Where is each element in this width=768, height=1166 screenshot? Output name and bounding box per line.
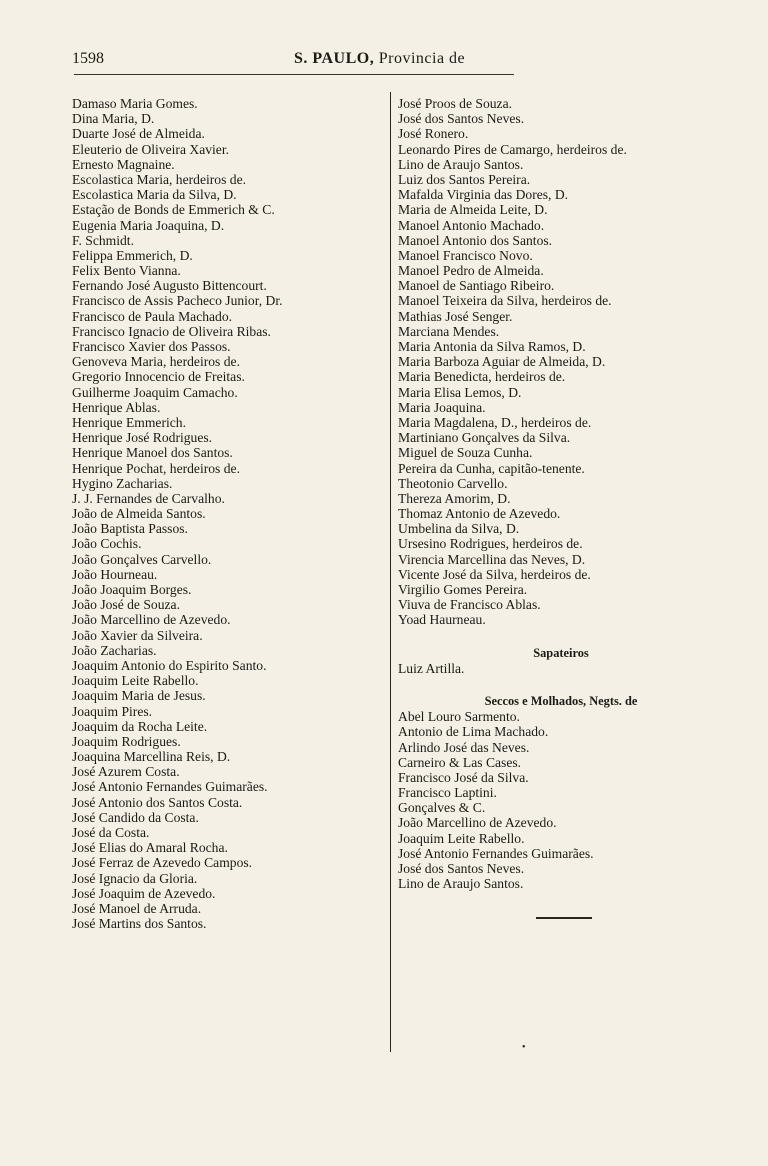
list-item: Joaquim Rodrigues.: [72, 733, 181, 749]
list-item: Mathias José Senger.: [398, 308, 513, 324]
list-item: Carneiro & Las Cases.: [398, 754, 522, 770]
list-item: José Joaquim de Azevedo.: [72, 885, 216, 901]
list-item: Felix Bento Vianna.: [72, 263, 181, 279]
list-item: Manoel Francisco Novo.: [398, 247, 533, 263]
list-item: Henrique Manoel dos Santos.: [72, 445, 233, 461]
list-item: Leonardo Pires de Camargo, herdeiros de.: [398, 141, 627, 157]
list-item: Estação de Bonds de Emmerich & C.: [72, 202, 275, 218]
list-item: Pereira da Cunha, capitão-tenente.: [398, 460, 585, 476]
left-column: [72, 96, 390, 931]
list-item: Abel Louro Sarmento.: [398, 709, 520, 725]
list-item: Marciana Mendes.: [398, 323, 500, 339]
list-item: Maria Antonia da Silva Ramos, D.: [398, 339, 586, 354]
list-item: Gregorio Innocencio de Freitas.: [72, 369, 245, 385]
section-end-rule: [536, 917, 592, 919]
list-item: Hygino Zacharias.: [72, 475, 173, 491]
list-item: Guilherme Joaquim Camacho.: [72, 384, 238, 400]
list-item: João Zacharias.: [72, 642, 157, 658]
list-item: Maria Barboza Aguiar de Almeida, D.: [398, 354, 606, 370]
list-item: Antonio de Lima Machado.: [398, 724, 549, 740]
page-title: [294, 50, 465, 68]
list-item: José dos Santos Neves.: [398, 111, 525, 127]
list-item: Virgilio Gomes Pereira.: [398, 582, 528, 597]
list-item: José Candido da Costa.: [72, 809, 199, 825]
list-item: Manoel Antonio dos Santos.: [398, 232, 553, 248]
list-item: José Martins dos Santos.: [72, 916, 207, 932]
list-item: João Marcellino de Azevedo.: [72, 612, 231, 628]
list-item: João Gonçalves Carvello.: [72, 551, 212, 567]
list-item: Joaquim da Rocha Leite.: [72, 718, 208, 734]
header-rule: [74, 74, 514, 75]
right-name-list: [398, 96, 718, 628]
list-item: Francisco de Paula Machado.: [72, 308, 233, 324]
list-item: Joaquim Pires.: [72, 703, 153, 719]
list-item: Maria Magdalena, D., herdeiros de.: [398, 414, 592, 430]
list-item: Duarte José de Almeida.: [72, 126, 205, 142]
list-item: Fernando José Augusto Bittencourt.: [72, 278, 267, 294]
list-item: Ursesino Rodrigues, herdeiros de.: [398, 536, 583, 552]
list-item: Felippa Emmerich, D.: [72, 247, 193, 263]
list-item: Francisco de Assis Pacheco Junior, Dr.: [72, 293, 283, 309]
list-item: João Cochis.: [72, 536, 142, 552]
city-name: S. PAULO,: [294, 50, 375, 67]
list-item: Genoveva Maria, herdeiros de.: [72, 354, 240, 370]
list-item: Lino de Araujo Santos.: [398, 876, 524, 892]
sapateiros-heading: Sapateiros: [533, 645, 589, 660]
list-item: Dina Maria, D.: [72, 111, 155, 127]
list-item: José Antonio Fernandes Guimarães.: [398, 845, 594, 861]
list-item: Mafalda Virginia das Dores, D.: [398, 187, 569, 203]
list-item: João Joaquim Borges.: [72, 582, 192, 597]
list-item: Joaquim Leite Rabello.: [72, 673, 199, 689]
list-item: Maria Benedicta, herdeiros de.: [398, 369, 566, 385]
list-item: Martiniano Gonçalves da Silva.: [398, 430, 571, 446]
list-item: José dos Santos Neves.: [398, 861, 525, 876]
list-item: José Ronero.: [398, 126, 469, 142]
list-item: Joaquim Maria de Jesus.: [72, 688, 206, 704]
list-item: Francisco Ignacio de Oliveira Ribas.: [72, 323, 271, 339]
sapateiros-list: [398, 661, 718, 676]
list-item: Miguel de Souza Cunha.: [398, 445, 533, 461]
list-item: Eleuterio de Oliveira Xavier.: [72, 141, 230, 157]
list-item: João Hourneau.: [72, 566, 158, 582]
list-item: Eugenia Maria Joaquina, D.: [72, 217, 225, 233]
list-item: José Antonio dos Santos Costa.: [72, 794, 243, 810]
list-item: José Elias do Amaral Rocha.: [72, 840, 228, 856]
list-item: J. J. Fernandes de Carvalho.: [72, 490, 225, 506]
list-item: Lino de Araujo Santos.: [398, 156, 524, 172]
list-item: Ernesto Magnaine.: [72, 156, 175, 172]
list-item: Henrique Ablas.: [72, 399, 161, 415]
list-item: José Proos de Souza.: [398, 96, 513, 111]
list-item: Umbelina da Silva, D.: [398, 521, 520, 537]
list-item: Joaquim Leite Rabello.: [398, 830, 525, 846]
list-item: Henrique Emmerich.: [72, 414, 186, 430]
list-item: Damaso Maria Gomes.: [72, 96, 198, 111]
list-item: Escolastica Maria, herdeiros de.: [72, 171, 247, 187]
list-item: Francisco José da Silva.: [398, 769, 529, 785]
list-item: João José de Souza.: [72, 597, 180, 613]
list-item: Joaquina Marcellina Reis, D.: [72, 749, 231, 765]
list-item: Arlindo José das Neves.: [398, 739, 530, 755]
list-item: Escolastica Maria da Silva, D.: [72, 187, 237, 203]
list-item: Manoel Pedro de Almeida.: [398, 263, 544, 279]
list-item: Joaquim Antonio do Espirito Santo.: [72, 657, 267, 673]
right-column: [398, 96, 718, 919]
list-item: F. Schmidt.: [72, 232, 134, 248]
list-item: Maria de Almeida Leite, D.: [398, 202, 548, 218]
list-item: José da Costa.: [72, 825, 150, 840]
list-item: João Marcellino de Azevedo.: [398, 815, 557, 831]
list-item: Luiz Artilla.: [398, 660, 465, 676]
list-item: Francisco Xavier dos Passos.: [72, 339, 231, 354]
list-item: Manoel de Santiago Ribeiro.: [398, 278, 555, 294]
list-item: Maria Elisa Lemos, D.: [398, 384, 522, 400]
list-item: José Ignacio da Gloria.: [72, 870, 198, 886]
list-item: Vicente José da Silva, herdeiros de.: [398, 566, 591, 582]
page-header: [72, 50, 712, 78]
list-item: Henrique José Rodrigues.: [72, 430, 213, 446]
list-item: Manoel Antonio Machado.: [398, 217, 545, 233]
list-item: Thomaz Antonio de Azevedo.: [398, 506, 561, 522]
list-item: Henrique Pochat, herdeiros de.: [72, 460, 240, 476]
list-item: João Xavier da Silveira.: [72, 627, 203, 643]
seccos-list: [398, 709, 718, 891]
list-item: Maria Joaquina.: [398, 399, 486, 415]
page-number: 1598: [72, 50, 104, 67]
list-item: Thereza Amorim, D.: [398, 490, 511, 506]
list-item: Francisco Laptini.: [398, 785, 497, 801]
seccos-heading: Seccos e Molhados, Negts. de: [484, 693, 638, 708]
list-item: João de Almeida Santos.: [72, 506, 206, 522]
column-divider: [390, 92, 391, 1052]
list-item: Manoel Teixeira da Silva, herdeiros de.: [398, 293, 612, 309]
list-item: José Ferraz de Azevedo Campos.: [72, 855, 253, 871]
list-item: José Azurem Costa.: [72, 764, 180, 780]
list-item: Virencia Marcellina das Neves, D.: [398, 551, 586, 567]
list-item: Gonçalves & C.: [398, 800, 486, 816]
list-item: Yoad Haurneau.: [398, 612, 486, 628]
list-item: Viuva de Francisco Ablas.: [398, 597, 541, 613]
list-item: João Baptista Passos.: [72, 521, 188, 537]
list-item: Theotonio Carvello.: [398, 475, 508, 491]
province-label: Provincia de: [378, 50, 466, 67]
decorative-dot: •: [522, 1042, 526, 1053]
list-item: José Antonio Fernandes Guimarães.: [72, 779, 268, 795]
list-item: Luiz dos Santos Pereira.: [398, 171, 531, 187]
list-item: José Manoel de Arruda.: [72, 900, 202, 916]
